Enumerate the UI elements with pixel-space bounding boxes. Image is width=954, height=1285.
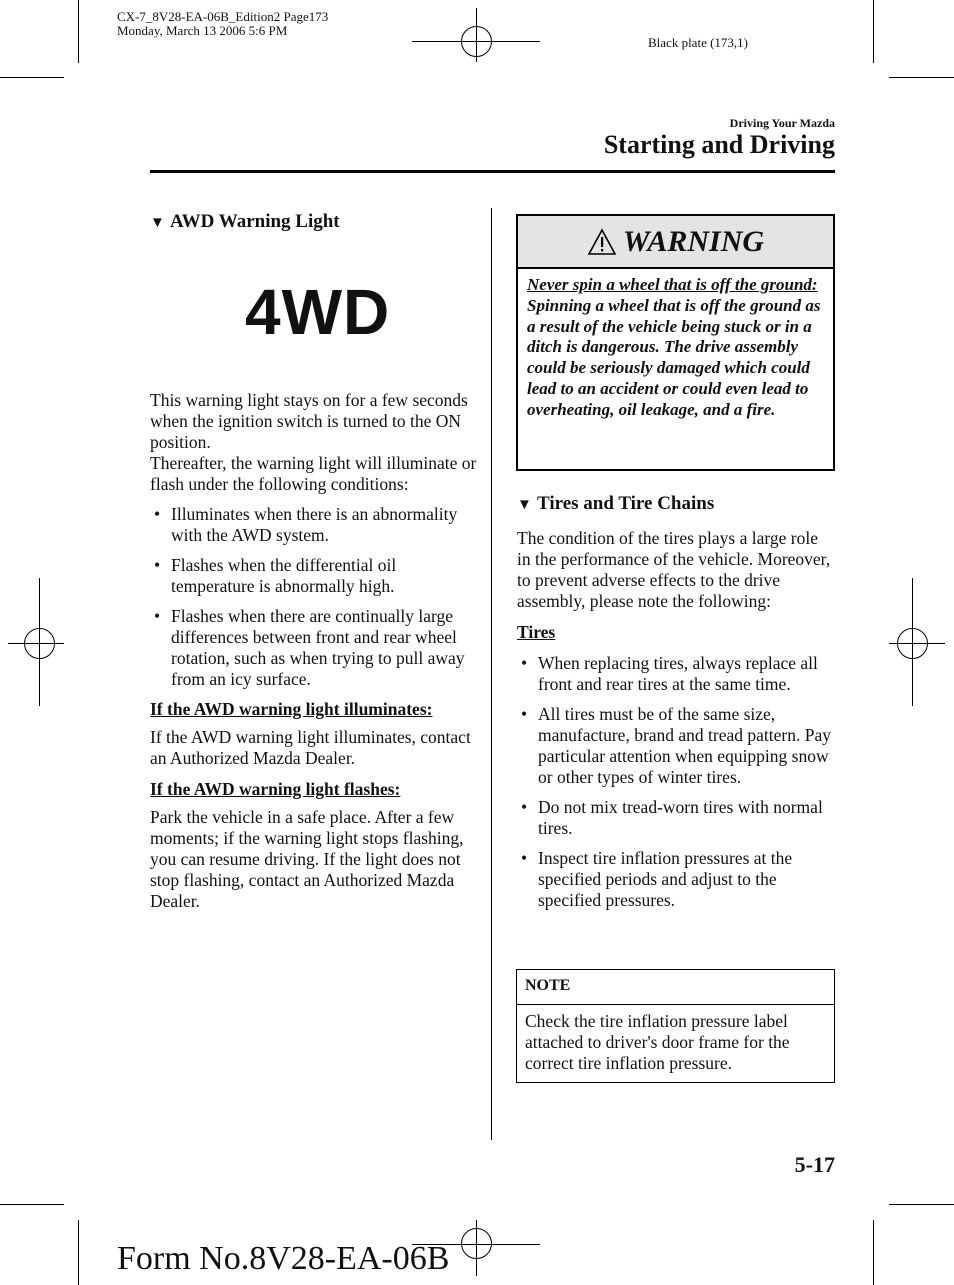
note-text: Check the tire inflation pressure label attached to driver's door frame for the correct tire inflation pressure. xyxy=(525,1011,790,1073)
section-label: Driving Your Mazda xyxy=(729,116,835,130)
awd-body xyxy=(150,390,480,912)
print-file-line: CX-7_8V28-EA-06B_Edition2 Page173 xyxy=(117,9,329,24)
triangle-marker-icon: ▼ xyxy=(517,497,532,513)
list-item: • Inspect tire inflation pressures at the specified periods and adjust to the specified pressures. xyxy=(517,848,835,911)
title-rule xyxy=(150,170,835,173)
column-divider xyxy=(491,208,492,1140)
note-box xyxy=(516,969,835,1083)
warning-box xyxy=(516,214,835,471)
warning-lead: Never spin a wheel that is off the ground: xyxy=(527,275,818,294)
list-item: • Illuminates when there is an abnormality with the AWD system. xyxy=(150,504,480,546)
warning-title: WARNING xyxy=(622,225,765,258)
tires-subheading: Tires xyxy=(517,622,556,642)
tires-heading: ▼ Tires and Tire Chains xyxy=(517,493,715,514)
print-date-line: Monday, March 13 2006 5:6 PM xyxy=(117,23,288,38)
tires-list xyxy=(517,653,835,911)
awd-intro-1: This warning light stays on for a few seconds when the ignition switch is turned to the ON position. xyxy=(150,390,468,452)
warning-header xyxy=(518,216,833,269)
list-item: • When replacing tires, always replace all front and rear tires at the same time. xyxy=(517,653,835,695)
list-item: • Flashes when the differential oil temperature is abnormally high. xyxy=(150,555,480,597)
flashes-text: Park the vehicle in a safe place. After a few moments; if the warning light stops flashing, you can resume driving. If the light does not stop flashing, contact an Authorized Mazda Dealer. xyxy=(150,807,464,911)
print-plate: Black plate (173,1) xyxy=(648,35,748,50)
awd-indicator-symbol: 4WD xyxy=(245,276,391,348)
flashes-subheading: If the AWD warning light flashes: xyxy=(150,779,401,799)
warning-body xyxy=(518,269,833,421)
awd-heading: ▼ AWD Warning Light xyxy=(150,211,340,232)
list-item: • All tires must be of the same size, manufacture, brand and tread pattern. Pay particular attention when equipping snow or other types of winter tires. xyxy=(517,704,835,788)
tires-body xyxy=(517,528,835,911)
illuminates-subheading: If the AWD warning light illuminates: xyxy=(150,699,433,719)
note-title: NOTE xyxy=(517,970,834,1005)
form-number: Form No.8V28-EA-06B xyxy=(117,1240,450,1277)
warning-text: Spinning a wheel that is off the ground as a result of the vehicle being stuck or in a ditch is dangerous. The drive assembly could be seriously damaged which could lead to an accident or could even lead to overheating, oil leakage, and a fire. xyxy=(527,295,821,419)
list-item: • Do not mix tread-worn tires with normal tires. xyxy=(517,797,835,839)
page-number: 5-17 xyxy=(794,1152,835,1177)
warning-triangle-icon xyxy=(587,228,617,256)
page-title: Starting and Driving xyxy=(603,130,835,159)
tires-intro: The condition of the tires plays a large role in the performance of the vehicle. Moreover, to prevent adverse effects to the drive assembly, please note the following: xyxy=(517,528,831,611)
illuminates-text: If the AWD warning light illuminates, contact an Authorized Mazda Dealer. xyxy=(150,727,471,768)
triangle-marker-icon: ▼ xyxy=(150,215,165,231)
list-item: • Flashes when there are continually large differences between front and rear wheel rotation, such as when trying to pull away from an icy surface. xyxy=(150,606,480,690)
awd-condition-list xyxy=(150,504,480,690)
awd-intro-2: Thereafter, the warning light will illuminate or flash under the following conditions: xyxy=(150,453,477,494)
